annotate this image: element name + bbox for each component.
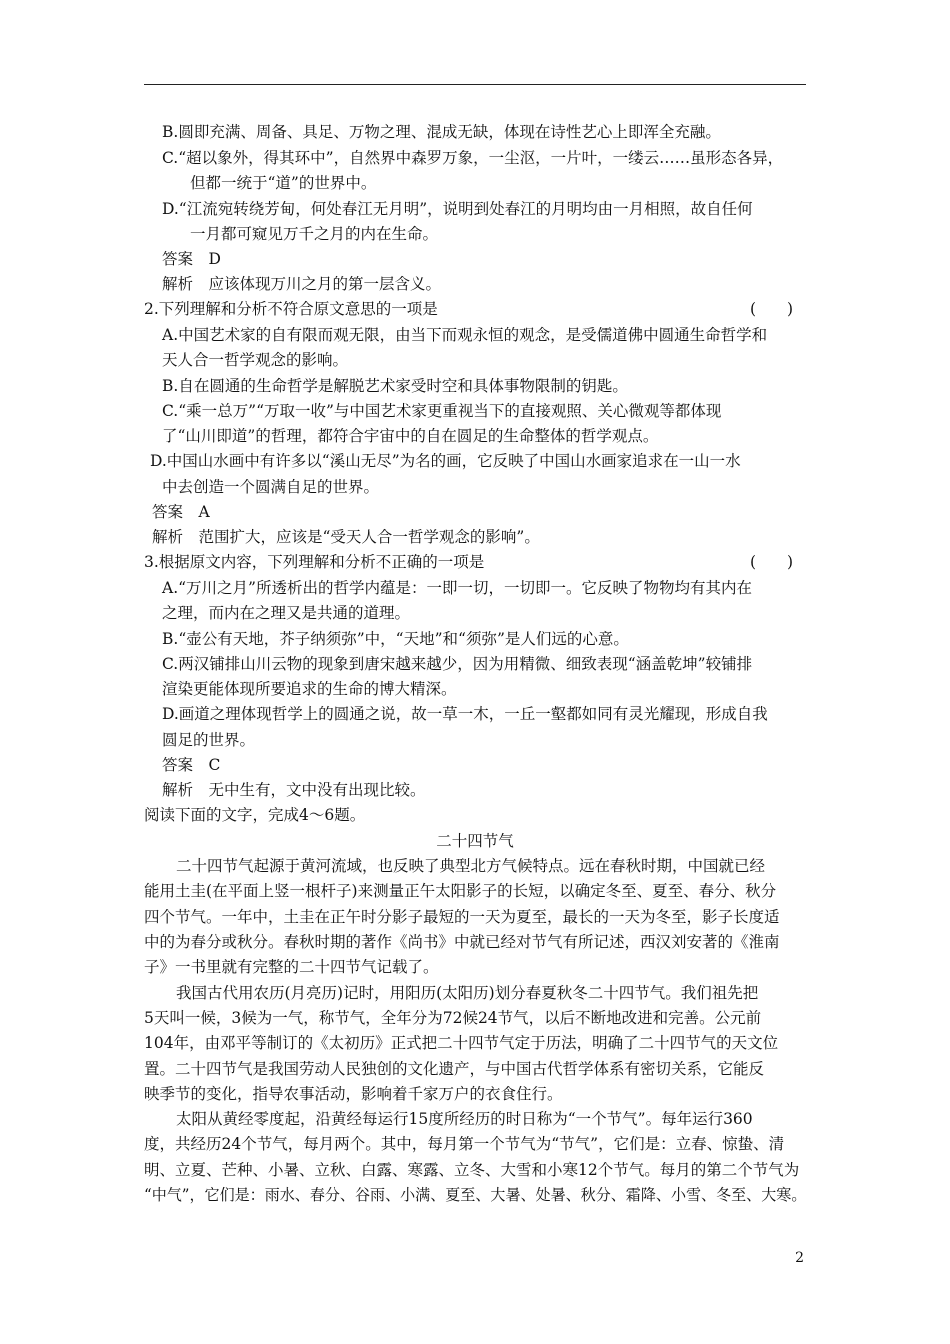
q2-option-c-line1: C.“乘一总万”“万取一收”与中国艺术家更重视当下的直接观照、关心微观等都体现 bbox=[162, 402, 722, 420]
p1-line1: 二十四节气起源于黄河流域，也反映了典型北方气候特点。远在春秋时期，中国就已经 bbox=[176, 857, 766, 875]
p2-line4: 置。二十四节气是我国劳动人民独创的文化遗产，与中国古代哲学体系有密切关系，它能反 bbox=[144, 1060, 765, 1078]
p3-line4: “中气”，它们是：雨水、春分、谷雨、小满、夏至、大暑、处暑、秋分、霜降、小雪、冬至、大寒。 bbox=[144, 1186, 807, 1204]
q2-option-a-line2: 天人合一哲学观念的影响。 bbox=[162, 351, 349, 369]
p1-line5: 子》一书里就有完整的二十四节气记载了。 bbox=[144, 958, 439, 976]
q3-option-d-line2: 圆足的世界。 bbox=[162, 731, 256, 749]
p1-line3: 四个节气。一年中，土圭在正午时分影子最短的一天为夏至，最长的一天为冬至，影子长度适 bbox=[144, 908, 780, 926]
q1-analysis: 解析 应该体现万川之月的第一层含义。 bbox=[162, 275, 442, 293]
reading-intro: 阅读下面的文字，完成4～6题。 bbox=[144, 806, 366, 824]
p1-line2: 能用土圭(在平面上竖一根杆子)来测量正午太阳影子的长短，以确定冬至、夏至、春分、秋分 bbox=[144, 882, 777, 900]
q1-option-c-line1: C.“超以象外，得其环中”，自然界中森罗万象，一尘沤，一片叶，一缕云……虽形态各异， bbox=[162, 149, 784, 167]
page-number: 2 bbox=[795, 1250, 804, 1266]
p2-line3: 104年，由邓平等制订的《太初历》正式把二十四节气定于历法，明确了二十四节气的天文位 bbox=[144, 1034, 779, 1052]
q3-option-b: B.“壶公有天地，芥子纳须弥”中，“天地”和“须弥”是人们远的心意。 bbox=[162, 630, 629, 648]
q2-option-d-line1: D.中国山水画中有许多以“溪山无尽”为名的画，它反映了中国山水画家追求在一山一水 bbox=[150, 452, 741, 470]
q2-option-b: B.自在圆通的生命哲学是解脱艺术家受时空和具体事物限制的钥匙。 bbox=[162, 377, 628, 395]
q3-option-c-line2: 渲染更能体现所要追求的生命的博大精深。 bbox=[162, 680, 457, 698]
q2-stem: 2.下列理解和分析不符合原文意思的一项是 bbox=[144, 300, 438, 318]
q1-option-d-line1: D.“江流宛转绕芳甸，何处春江无月明”，说明到处春江的月明均由一月相照，故自任何 bbox=[162, 200, 753, 218]
p3-line2: 度，共经历24个节气，每月两个。其中，每月第一个节气为“节气”，它们是：立春、惊蛰、清 bbox=[144, 1135, 785, 1153]
q3-option-a-line2: 之理，而内在之理又是共通的道理。 bbox=[162, 604, 411, 622]
p3-line3: 明、立夏、芒种、小暑、立秋、白露、寒露、立冬、大雪和小寒12个节气。每月的第二个节气为 bbox=[144, 1161, 800, 1179]
p2-line1: 我国古代用农历(月亮历)记时，用阳历(太阳历)划分春夏秋冬二十四节气。我们祖先把 bbox=[176, 984, 759, 1002]
q2-analysis: 解析 范围扩大，应该是“受天人合一哲学观念的影响”。 bbox=[152, 528, 540, 546]
q2-option-c-line2: 了“山川即道”的哲理，都符合宇宙中的自在圆足的生命整体的哲学观点。 bbox=[162, 427, 659, 445]
passage-title: 二十四节气 bbox=[436, 832, 514, 850]
q2-option-d-line2: 中去创造一个圆满自足的世界。 bbox=[162, 478, 380, 496]
q1-option-b: B.圆即充满、周备、具足、万物之理、混成无缺，体现在诗性艺心上即浑全充融。 bbox=[162, 123, 721, 141]
q1-option-c-line2: 但都一统于“道”的世界中。 bbox=[190, 174, 377, 192]
q1-option-d-line2: 一月都可窥见万千之月的内在生命。 bbox=[190, 225, 439, 243]
q3-option-a-line1: A.“万川之月”所透析出的哲学内蕴是：一即一切，一切即一。它反映了物物均有其内在 bbox=[162, 579, 752, 597]
q3-answer-bracket: ( ) bbox=[750, 553, 794, 571]
q3-option-d-line1: D.画道之理体现哲学上的圆通之说，故一草一木，一丘一壑都如同有灵光耀现，形成自我 bbox=[162, 705, 768, 723]
q2-answer-bracket: ( ) bbox=[750, 300, 794, 318]
q3-analysis: 解析 无中生有，文中没有出现比较。 bbox=[162, 781, 426, 799]
q2-option-a-line1: A.中国艺术家的自有限而观无限，由当下而观永恒的观念，是受儒道佛中圆通生命哲学和 bbox=[162, 326, 768, 344]
q3-stem: 3.根据原文内容，下列理解和分析不正确的一项是 bbox=[144, 553, 485, 571]
q3-option-c-line1: C.两汉铺排山川云物的现象到唐宋越来越少，因为用精微、细致表现“涵盖乾坤”较铺排 bbox=[162, 655, 753, 673]
q2-answer: 答案 A bbox=[152, 503, 210, 521]
p3-line1: 太阳从黄经零度起，沿黄经每运行15度所经历的时日称为“一个节气”。每年运行360 bbox=[176, 1110, 753, 1128]
p1-line4: 中的为春分或秋分。春秋时期的著作《尚书》中就已经对节气有所记述，西汉刘安著的《淮南 bbox=[144, 933, 780, 951]
q3-answer: 答案 C bbox=[162, 756, 221, 774]
header-rule bbox=[144, 84, 806, 85]
p2-line5: 映季节的变化，指导农事活动，影响着千家万户的衣食住行。 bbox=[144, 1085, 563, 1103]
q1-answer: 答案 D bbox=[162, 250, 221, 268]
p2-line2: 5天叫一候，3候为一气，称节气，全年分为72候24节气，以后不断地改进和完善。公元前 bbox=[144, 1009, 762, 1027]
